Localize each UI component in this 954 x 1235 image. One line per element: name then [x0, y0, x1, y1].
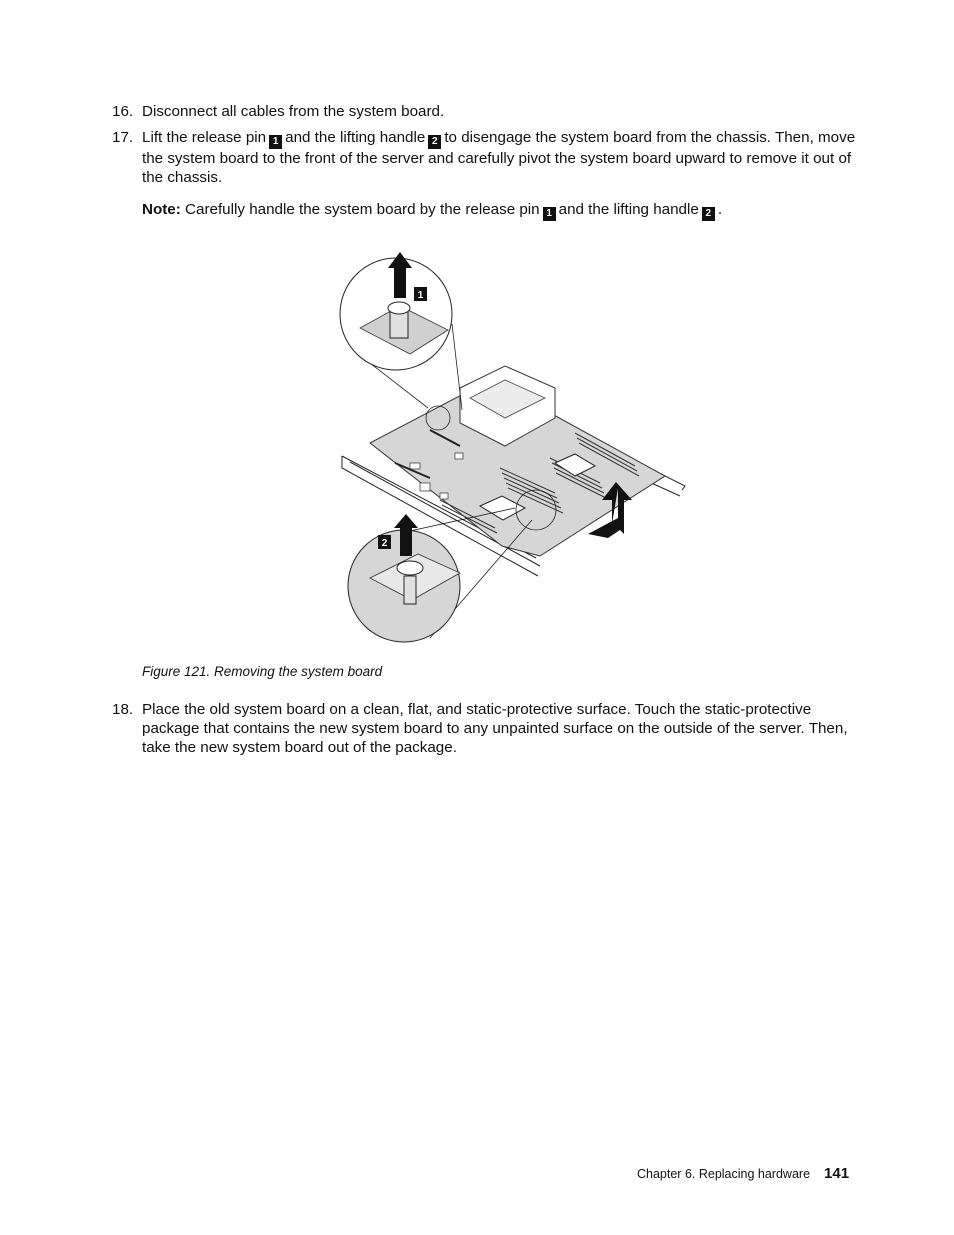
system-board-drawing	[330, 238, 700, 643]
callout-2-badge: 2	[702, 207, 715, 221]
step-text-part: and the lifting handle	[285, 129, 426, 146]
callout-1-label: 1	[417, 290, 424, 301]
step-text: Place the old system board on a clean, flat, and static-protective surface. Touch the static-protective package that contains the new system board to any unpainted surface on the outside of the server. Then, take the new system board out of the package.	[142, 701, 848, 756]
callout-2-badge: 2	[428, 135, 441, 149]
step-number: 18.	[112, 701, 134, 718]
step-17	[112, 128, 872, 187]
step-text-part: to disengage the system board from the chassis. Then, move the system board to the front of the server and carefully pivot the system board upward to remove it out of the chassis.	[142, 129, 856, 186]
step-text	[142, 128, 872, 187]
step-18	[112, 700, 872, 757]
step-16	[112, 102, 872, 121]
chapter-title: Chapter 6. Replacing hardware	[637, 1167, 811, 1181]
step-text: Disconnect all cables from the system board.	[142, 103, 445, 120]
step-text-part: Lift the release pin	[142, 129, 267, 146]
figure-caption: Figure 121. Removing the system board	[142, 664, 383, 679]
note-label: Note:	[142, 201, 181, 218]
note	[142, 200, 872, 221]
page-number: 141	[824, 1165, 850, 1182]
system-board-illustration	[330, 238, 700, 643]
page-footer	[637, 1165, 861, 1182]
note-text: .	[717, 201, 723, 218]
step-number: 16.	[112, 103, 134, 120]
note-text: and the lifting handle	[558, 201, 699, 218]
callout-2-label: 2	[381, 538, 388, 549]
callout-1-badge: 1	[543, 207, 556, 221]
release-pin-magnifier	[340, 252, 462, 430]
step-number: 17.	[112, 129, 134, 146]
callout-1-badge: 1	[269, 135, 282, 149]
note-text: Carefully handle the system board by the release pin	[185, 201, 540, 218]
